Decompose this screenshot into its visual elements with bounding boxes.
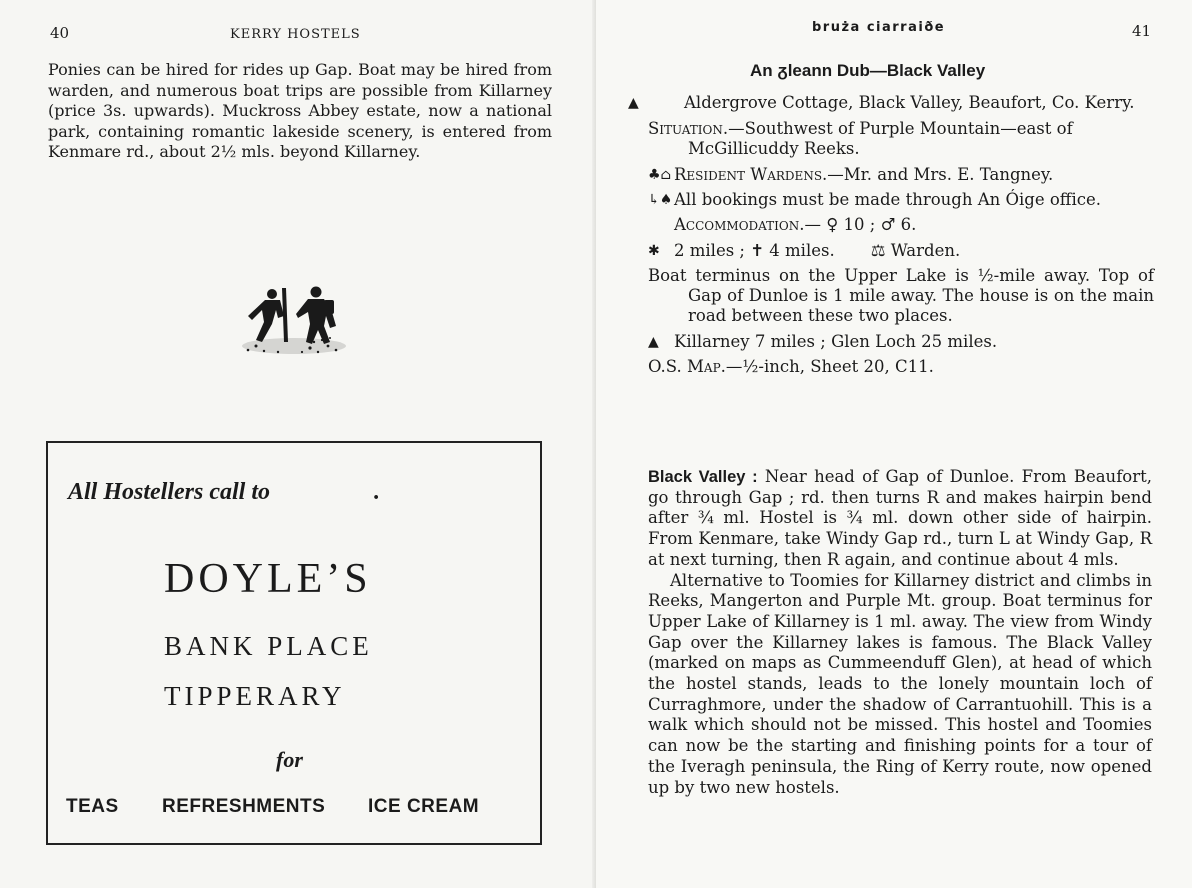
wardens-label: Resident Wardens. (674, 165, 828, 184)
wardens-icon: ♣⌂ (648, 167, 672, 183)
bookings-text: All bookings must be made through An Óige office. (674, 190, 1102, 209)
address-text: Aldergrove Cottage, Black Valley, Beaufort, Co. Kerry. (684, 93, 1135, 112)
bookings-icon: ↳♠ (648, 192, 673, 208)
ad-call-dot: . (374, 479, 380, 505)
ad-item-teas: TEAS (66, 796, 119, 817)
nearby-triangle-icon: ▲ (648, 334, 659, 350)
boat-text: Boat terminus on the Upper Lake is ½-mile away. Top of Gap of Dunloe is 1 mile away. The house is on the main road between these two places. (648, 266, 1154, 325)
hostel-entry (628, 93, 1154, 377)
situation-label: Situation. (648, 119, 729, 138)
warden-note: Warden. (890, 241, 961, 260)
ad-address-line-1: BANK PLACE (164, 631, 373, 661)
hostel-title: An ᵹleann Dub—Black Valley (750, 61, 986, 80)
nearby-text: Killarney 7 miles ; Glen Loch 25 miles. (674, 332, 998, 351)
right-page (596, 0, 1192, 888)
doyles-advertisement (46, 441, 542, 845)
ad-business-name: DOYLE’S (164, 556, 372, 602)
church-icon: ✱ (648, 243, 660, 259)
distances-line (648, 241, 1154, 261)
address-line (616, 93, 1154, 113)
description-head: Black Valley : (648, 468, 758, 486)
running-head-left: KERRY HOSTELS (230, 27, 361, 42)
ad-call-text: All Hostellers call to (68, 479, 270, 505)
accommodation-line (648, 215, 1154, 235)
map-label: O.S. Map. (648, 357, 726, 376)
map-line (648, 357, 1154, 377)
situation-text: —Southwest of Purple Mountain—east of McGillicuddy Reeks. (688, 119, 1073, 158)
running-head-right: bruża ciarraiðe (812, 20, 946, 35)
nearby-line (648, 332, 1154, 352)
ad-item-ice-cream: ICE CREAM (368, 796, 480, 817)
bookings-line (648, 190, 1154, 210)
wardens-line (648, 165, 1154, 185)
page-number-left: 40 (50, 24, 70, 42)
ad-item-refreshments: REFRESHMENTS (162, 796, 326, 817)
ponies-paragraph-text: Ponies can be hired for rides up Gap. Boat may be hired from warden, and numerous boat trips are possible from Killarney (price 3s. upwards). Muckross Abbey estate, now a national park, containing romantic lakeside scenery, is entered from Kenmare rd., about 2½ mls. beyond Killarney. (48, 60, 552, 161)
accommodation-text: — ♀ 10 ; ♂ 6. (804, 215, 917, 234)
black-valley-description (648, 467, 1152, 798)
situation-line (616, 119, 1154, 159)
distances-text: 2 miles ; ✝ 4 miles. (674, 241, 835, 260)
boat-line (616, 266, 1154, 326)
ponies-paragraph (48, 60, 552, 163)
ad-for-text: for (276, 747, 303, 772)
hostel-triangle-icon: ▲ (628, 95, 639, 111)
description-text-1: Near head of Gap of Dunloe. From Beaufort, go through Gap ; rd. then turns R and makes hairpin bend after ¾ ml. Hostel is ¾ ml. down other side of hairpin. From Kenmare, take Windy Gap rd., turn L at Windy Gap, R at next turning, then R again, and continue about 4 mls. (648, 467, 1152, 569)
description-paragraph-1 (648, 467, 1152, 571)
page-number-right: 41 (1132, 22, 1152, 40)
hikers-vignette-icon (238, 280, 350, 356)
scales-icon: ⚖ (870, 241, 886, 260)
wardens-text: —Mr. and Mrs. E. Tangney. (827, 165, 1054, 184)
map-text: —½-inch, Sheet 20, C11. (725, 357, 934, 376)
ad-address-line-2: TIPPERARY (164, 681, 346, 711)
accommodation-label: Accommodation. (674, 215, 805, 234)
description-paragraph-2: Alternative to Toomies for Killarney district and climbs in Reeks, Mangerton and Purple Mt. group. Boat terminus for Upper Lake of Killarney is 1 ml. away. The view from Windy Gap over the Killarney lakes is famous. The Black Valley (marked on maps as Cummeenduff Glen), at head of which the hostel stands, leads to the lonely mountain loch of Curraghmore, under the shadow of Carrantuohill. This is a walk which should not be missed. This hostel and Toomies can now be the starting and finishing points for a tour of the Iveragh peninsula, the Ring of Kerry route, now opened up by two new hostels. (648, 570, 1152, 797)
